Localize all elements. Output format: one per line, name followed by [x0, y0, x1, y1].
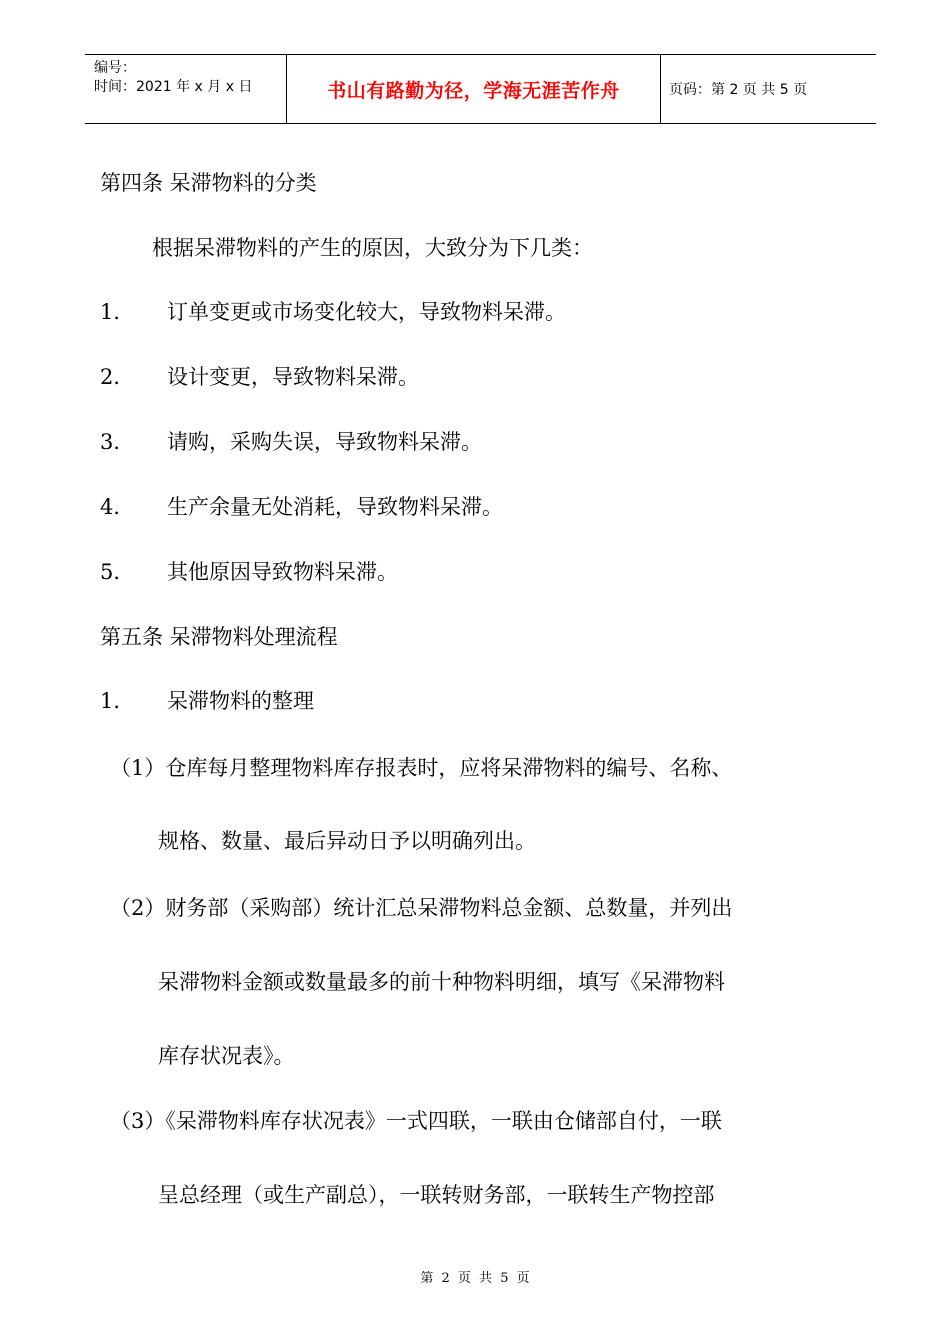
list-item-text: 生产余量无处消耗，导致物料呆滞。 [167, 495, 503, 519]
paragraph-2-line-3: 库存状况表》。 [158, 1044, 295, 1068]
list-item-text: 设计变更，导致物料呆滞。 [167, 365, 419, 389]
paragraph-2-line-1: （2）财务部（采购部）统计汇总呆滞物料总金额、总数量，并列出 [110, 896, 733, 920]
list-item-number: 4． [100, 495, 135, 519]
paragraph-3-line-1: （3）《呆滞物料库存状况表》一式四联，一联由仓储部自付，一联 [110, 1109, 722, 1133]
list-item-number: 1． [100, 300, 135, 324]
header-motto: 书山有路勤为径，学海无涯苦作舟 [327, 79, 620, 102]
document-number-label: 编号： [94, 60, 136, 76]
document-header [85, 54, 876, 124]
header-page-info: 页码：第 2 页 共 5 页 [669, 82, 808, 98]
document-time-label: 时间：2021 年 x 月 x 日 [94, 79, 253, 95]
paragraph-2-line-2: 呆滞物料金额或数量最多的前十种物料明细，填写《呆滞物料 [158, 970, 725, 994]
list-item-number: 2． [100, 365, 135, 389]
header-page-cell [661, 55, 876, 123]
article4-intro: 根据呆滞物料的产生的原因，大致分为下几类： [152, 236, 593, 260]
list-item-text: 其他原因导致物料呆滞。 [167, 560, 398, 584]
paragraph-1-line-1: （1）仓库每月整理物料库存报表时，应将呆滞物料的编号、名称、 [110, 756, 733, 780]
header-motto-cell [287, 55, 661, 123]
article4-title: 第四条 呆滞物料的分类 [100, 171, 317, 195]
paragraph-1-line-2: 规格、数量、最后异动日予以明确列出。 [158, 829, 536, 853]
section-number: 1． [100, 689, 135, 713]
list-item-number: 3． [100, 430, 135, 454]
list-item-text: 请购，采购失误，导致物料呆滞。 [167, 430, 482, 454]
section-heading: 呆滞物料的整理 [167, 689, 314, 713]
paragraph-3-line-2: 呈总经理（或生产副总），一联转财务部，一联转生产物控部 [158, 1183, 715, 1207]
list-item-text: 订单变更或市场变化较大，导致物料呆滞。 [167, 300, 566, 324]
page-footer: 第 2 页 共 5 页 [420, 1271, 530, 1286]
list-item-number: 5． [100, 560, 135, 584]
article5-title: 第五条 呆滞物料处理流程 [100, 625, 338, 649]
header-meta-cell [85, 55, 287, 123]
